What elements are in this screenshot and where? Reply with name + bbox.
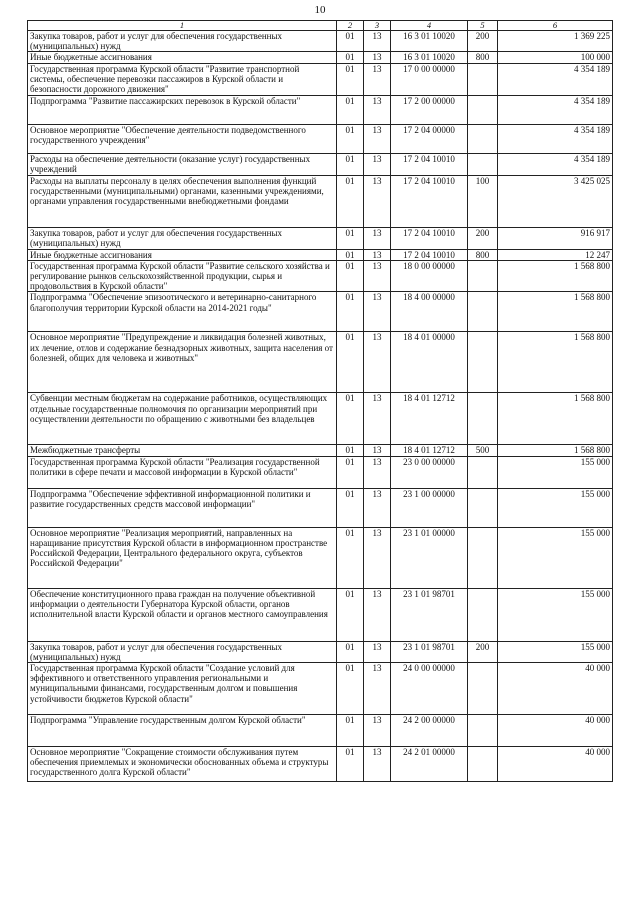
table-row [28, 488, 613, 527]
row-amount: 1 568 800 [498, 332, 613, 393]
row-amount: 155 000 [498, 456, 613, 488]
row-section: 01 [337, 715, 364, 747]
table-row [28, 31, 613, 52]
row-subsection: 13 [364, 175, 391, 227]
row-expense-type [468, 393, 498, 445]
row-name: Основное мероприятие "Сокращение стоимости обслуживания путем обеспечения приемлемых и экономически обоснованных объема и структуры государственного долга Курской области" [28, 747, 337, 782]
row-section: 01 [337, 663, 364, 715]
row-expense-type [468, 332, 498, 393]
row-amount: 4 354 189 [498, 124, 613, 153]
row-expense-type [468, 260, 498, 292]
row-amount: 155 000 [498, 488, 613, 527]
row-target-article: 23 1 00 00000 [391, 488, 468, 527]
row-amount: 1 568 800 [498, 445, 613, 456]
row-amount: 12 247 [498, 249, 613, 260]
row-section: 01 [337, 393, 364, 445]
row-subsection: 13 [364, 332, 391, 393]
row-amount: 916 917 [498, 227, 613, 249]
budget-table [27, 20, 613, 782]
row-expense-type: 500 [468, 445, 498, 456]
row-amount: 155 000 [498, 527, 613, 588]
row-expense-type [468, 715, 498, 747]
row-section: 01 [337, 63, 364, 95]
row-amount: 1 369 225 [498, 31, 613, 52]
header-name: 1 [28, 21, 337, 31]
table-row [28, 715, 613, 747]
row-target-article: 17 2 04 10010 [391, 227, 468, 249]
row-section: 01 [337, 153, 364, 175]
row-target-article: 24 0 00 00000 [391, 663, 468, 715]
row-target-article: 17 2 00 00000 [391, 95, 468, 124]
row-target-article: 17 0 00 00000 [391, 63, 468, 95]
row-amount: 100 000 [498, 52, 613, 63]
row-expense-type [468, 153, 498, 175]
row-expense-type: 800 [468, 52, 498, 63]
row-amount: 40 000 [498, 747, 613, 782]
table-row [28, 95, 613, 124]
row-amount: 40 000 [498, 663, 613, 715]
table-row [28, 641, 613, 662]
table-row [28, 292, 613, 332]
row-amount: 1 568 800 [498, 393, 613, 445]
row-name: Закупка товаров, работ и услуг для обеспечения государственных (муниципальных) нужд [28, 31, 337, 52]
row-name: Подпрограмма "Обеспечение эпизоотического и ветеринарно-санитарного благополучия территории Курской области на 2014-2021 годы" [28, 292, 337, 332]
row-expense-type [468, 527, 498, 588]
row-name: Иные бюджетные ассигнования [28, 249, 337, 260]
row-expense-type [468, 456, 498, 488]
row-section: 01 [337, 747, 364, 782]
row-name: Закупка товаров, работ и услуг для обеспечения государственных (муниципальных) нужд [28, 641, 337, 662]
table-row [28, 52, 613, 63]
row-expense-type [468, 747, 498, 782]
table-row [28, 124, 613, 153]
row-section: 01 [337, 488, 364, 527]
row-amount: 3 425 025 [498, 175, 613, 227]
row-section: 01 [337, 641, 364, 662]
row-name: Государственная программа Курской области "Реализация государственной политики в сфере печати и массовой информации в Курской области" [28, 456, 337, 488]
row-section: 01 [337, 175, 364, 227]
row-name: Подпрограмма "Развитие пассажирских перевозок в Курской области" [28, 95, 337, 124]
row-name: Основное мероприятие "Реализация мероприятий, направленных на наращивание присутствия Курской области в информационном пространстве Российской Федерации, Центрального федерального округа, субъектов Российской Федерации" [28, 527, 337, 588]
row-section: 01 [337, 260, 364, 292]
table-row [28, 527, 613, 588]
row-target-article: 24 2 01 00000 [391, 747, 468, 782]
row-name: Обеспечение конституционного права граждан на получение объективной информации о деятельности Губернатора Курской области, органов исполнительной власти Курской области и органов местного самоуправления [28, 588, 337, 641]
row-target-article: 18 4 01 12712 [391, 393, 468, 445]
row-target-article: 17 2 04 10010 [391, 153, 468, 175]
row-subsection: 13 [364, 292, 391, 332]
row-target-article: 16 3 01 10020 [391, 31, 468, 52]
table-row [28, 588, 613, 641]
row-section: 01 [337, 124, 364, 153]
row-target-article: 18 4 01 12712 [391, 445, 468, 456]
row-subsection: 13 [364, 488, 391, 527]
row-target-article: 17 2 04 00000 [391, 124, 468, 153]
page-number: 10 [314, 4, 326, 16]
row-name: Подпрограмма "Обеспечение эффективной информационной политики и развитие государственных средств массовой информации" [28, 488, 337, 527]
row-section: 01 [337, 588, 364, 641]
header-amount: 6 [498, 21, 613, 31]
table-row [28, 663, 613, 715]
row-expense-type: 200 [468, 31, 498, 52]
row-name: Основное мероприятие "Обеспечение деятельности подведомственного государственного учреждения" [28, 124, 337, 153]
row-expense-type: 200 [468, 641, 498, 662]
row-expense-type [468, 63, 498, 95]
row-expense-type: 800 [468, 249, 498, 260]
row-target-article: 18 4 01 00000 [391, 332, 468, 393]
row-expense-type [468, 588, 498, 641]
table-row [28, 260, 613, 292]
row-subsection: 13 [364, 124, 391, 153]
row-subsection: 13 [364, 31, 391, 52]
row-expense-type: 200 [468, 227, 498, 249]
row-name: Расходы на обеспечение деятельности (оказание услуг) государственных учреждений [28, 153, 337, 175]
row-target-article: 24 2 00 00000 [391, 715, 468, 747]
row-target-article: 17 2 04 10010 [391, 175, 468, 227]
row-name: Закупка товаров, работ и услуг для обеспечения государственных (муниципальных) нужд [28, 227, 337, 249]
row-subsection: 13 [364, 227, 391, 249]
row-name: Субвенции местным бюджетам на содержание работников, осуществляющих отдельные государственные полномочия по организации мероприятий при осуществлении деятельности по обращению с животными без владельцев [28, 393, 337, 445]
row-section: 01 [337, 52, 364, 63]
row-target-article: 23 1 01 98701 [391, 641, 468, 662]
row-subsection: 13 [364, 63, 391, 95]
table-row [28, 445, 613, 456]
row-name: Расходы на выплаты персоналу в целях обеспечения выполнения функций государственными (муниципальными) органами, казенными учреждениями, органами управления государственными внебюджетными фондами [28, 175, 337, 227]
header-subsection: 3 [364, 21, 391, 31]
row-section: 01 [337, 31, 364, 52]
row-expense-type [468, 488, 498, 527]
row-subsection: 13 [364, 249, 391, 260]
row-subsection: 13 [364, 95, 391, 124]
row-target-article: 18 0 00 00000 [391, 260, 468, 292]
row-name: Подпрограмма "Управление государственным долгом Курской области" [28, 715, 337, 747]
row-section: 01 [337, 227, 364, 249]
row-name: Межбюджетные трансферты [28, 445, 337, 456]
row-expense-type: 100 [468, 175, 498, 227]
row-subsection: 13 [364, 588, 391, 641]
row-amount: 155 000 [498, 641, 613, 662]
row-subsection: 13 [364, 445, 391, 456]
row-amount: 4 354 189 [498, 153, 613, 175]
row-subsection: 13 [364, 715, 391, 747]
row-name: Основное мероприятие "Предупреждение и ликвидация болезней животных, их лечение, отлов и содержание безнадзорных животных, защита населения от болезней, общих для человека и животных" [28, 332, 337, 393]
table-row [28, 747, 613, 782]
row-target-article: 23 1 01 98701 [391, 588, 468, 641]
row-amount: 1 568 800 [498, 260, 613, 292]
table-row [28, 63, 613, 95]
row-amount: 4 354 189 [498, 95, 613, 124]
row-subsection: 13 [364, 747, 391, 782]
table-row [28, 227, 613, 249]
table-row [28, 153, 613, 175]
row-section: 01 [337, 527, 364, 588]
row-name: Государственная программа Курской области "Создание условий для эффективного и ответственного управления региональными и муниципальными финансами, государственным долгом и повышения устойчивости бюджетов Курской области" [28, 663, 337, 715]
row-subsection: 13 [364, 52, 391, 63]
row-expense-type [468, 292, 498, 332]
row-amount: 155 000 [498, 588, 613, 641]
row-expense-type [468, 124, 498, 153]
row-subsection: 13 [364, 641, 391, 662]
header-row [28, 21, 613, 31]
row-section: 01 [337, 249, 364, 260]
header-expense-type: 5 [468, 21, 498, 31]
row-subsection: 13 [364, 527, 391, 588]
row-section: 01 [337, 95, 364, 124]
row-expense-type [468, 663, 498, 715]
row-subsection: 13 [364, 153, 391, 175]
row-target-article: 16 3 01 10020 [391, 52, 468, 63]
row-section: 01 [337, 445, 364, 456]
table-row [28, 393, 613, 445]
header-section: 2 [337, 21, 364, 31]
row-target-article: 18 4 00 00000 [391, 292, 468, 332]
row-section: 01 [337, 456, 364, 488]
table-row [28, 249, 613, 260]
row-amount: 4 354 189 [498, 63, 613, 95]
row-target-article: 17 2 04 10010 [391, 249, 468, 260]
row-name: Государственная программа Курской области "Развитие транспортной системы, обеспечение перевозки пассажиров в Курской области и безопасности дорожного движения" [28, 63, 337, 95]
row-section: 01 [337, 292, 364, 332]
table-row [28, 456, 613, 488]
table-row [28, 175, 613, 227]
row-amount: 1 568 800 [498, 292, 613, 332]
header-target-article: 4 [391, 21, 468, 31]
row-subsection: 13 [364, 260, 391, 292]
row-target-article: 23 1 01 00000 [391, 527, 468, 588]
row-subsection: 13 [364, 393, 391, 445]
table-row [28, 332, 613, 393]
row-expense-type [468, 95, 498, 124]
row-name: Иные бюджетные ассигнования [28, 52, 337, 63]
row-name: Государственная программа Курской области "Развитие сельского хозяйства и регулирование рынков сельскохозяйственной продукции, сырья и продовольствия в Курской области" [28, 260, 337, 292]
row-subsection: 13 [364, 456, 391, 488]
row-subsection: 13 [364, 663, 391, 715]
row-amount: 40 000 [498, 715, 613, 747]
row-section: 01 [337, 332, 364, 393]
row-target-article: 23 0 00 00000 [391, 456, 468, 488]
